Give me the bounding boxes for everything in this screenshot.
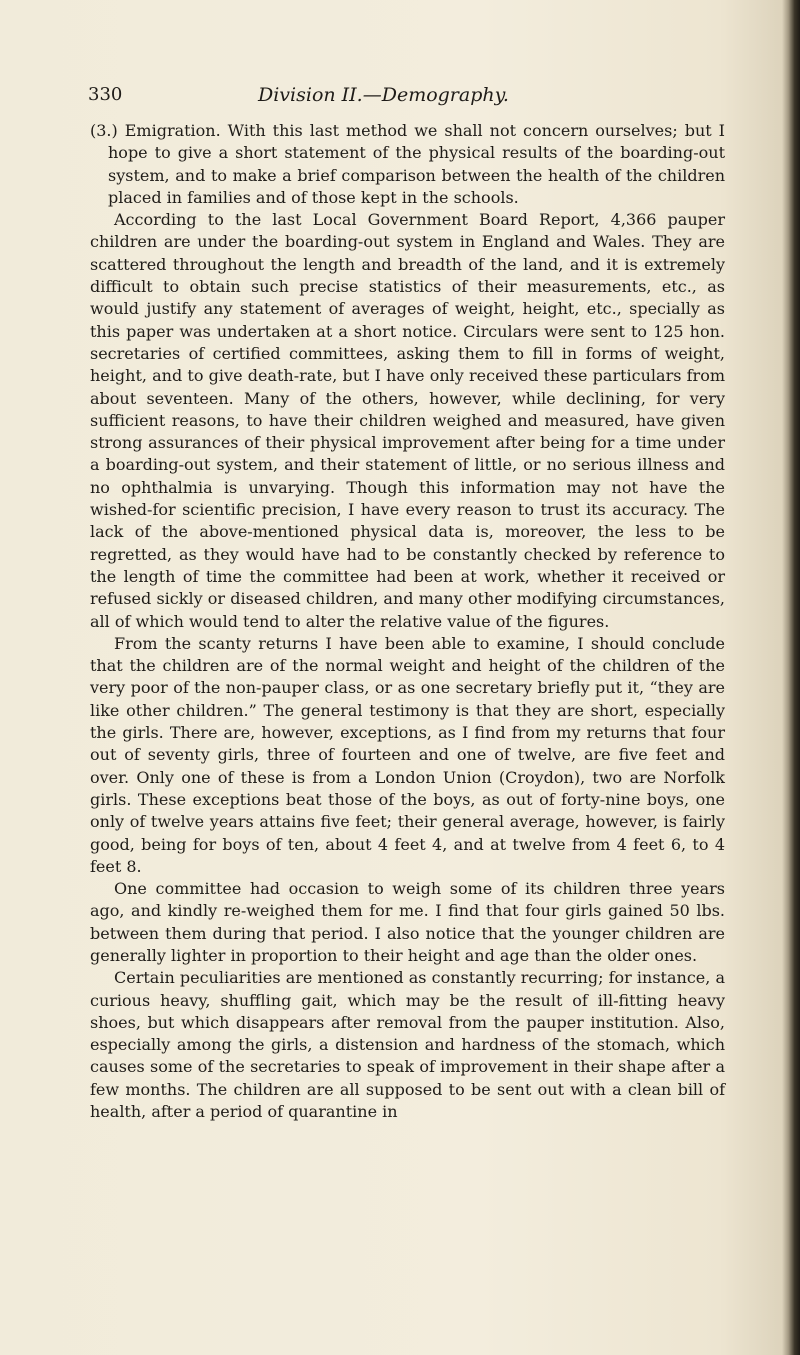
paragraph-boarding-out-report: According to the last Local Government Board Report, 4,366 pauper children are under the boarding-out system in England and Wales. They are scattered throughout the length and breadth of the land, and it is extremely difficult to obtain such precise statistics of their measurements, etc., as would justify any statement of averages of weight, height, etc., specially as this paper was undertaken at a short notice. Circulars were sent to 125 hon. secretaries of certified committees, asking them to fill in forms of weight, height, and to give death-rate, but I have only received these particulars from about seventeen. Many of the others, however, while declining, for very sufficient reasons, to have their children weighed and measured, have given strong assurances of their physical improvement after being for a time under a boarding-out system, and their statement of little, or no serious illness and no ophthalmia is unvarying. Though this information may not have the wished-for scientific precision, I have every reason to trust its accuracy. The lack of the above-mentioned physical data is, moreover, the less to be regretted, as they would have had to be constantly checked by reference to the length of time the committee had been at work, whether it received or refused sickly or diseased children, and many other modifying circumstances, all of which would tend to alter the relative value of the figures.	[90, 210, 725, 631]
paragraph-emigration: (3.) Emigration. With this last method we shall not concern ourselves; but I hope to give a short statement of the physical results of the boarding-out system, and to make a brief comparison between the health of the children placed in families and of those kept in the schools.	[90, 121, 725, 207]
book-edge-shadow	[782, 0, 800, 1355]
paragraph-committee-weighing: One committee had occasion to weigh some of its children three years ago, and kindly re-weighed them for me. I find that four girls gained 50 lbs. between them during that period. I also notice that the younger children are generally lighter in proportion to their height and age than the older ones.	[90, 879, 725, 965]
paragraph-peculiarities: Certain peculiarities are mentioned as constantly recurring; for instance, a curious heavy, shuffling gait, which may be the result of ill-fitting heavy shoes, but which disappears after removal from the pauper institution. Also, especially among the girls, a distension and hardness of the stomach, which causes some of the secretaries to speak of improvement in their shape after a few months. The children are all supposed to be sent out with a clean bill of health, after a period of quarantine in	[90, 968, 725, 1122]
page-number: 330	[88, 84, 123, 105]
paragraph-scanty-returns: From the scanty returns I have been able to examine, I should conclude that the children are of the normal weight and height of the children of the very poor of the non-pauper class, or as one secretary briefly put it, “they are like other children.” The general testimony is that they are short, especially the girls. There are, however, exceptions, as I find from my returns that four out of seventy girls, three of fourteen and one of twelve, are five feet and over. Only one of these is from a London Union (Croydon), two are Norfolk girls. These exceptions beat those of the boys, as out of forty-nine boys, one only of twelve years attains five feet; their general average, however, is fairly good, being for boys of ten, about 4 feet 4, and at twelve from 4 feet 6, to 4 feet 8.	[90, 633, 725, 876]
body-text	[90, 120, 725, 1123]
page-header	[88, 84, 728, 114]
running-head: Division II.—Demography.	[258, 84, 509, 106]
